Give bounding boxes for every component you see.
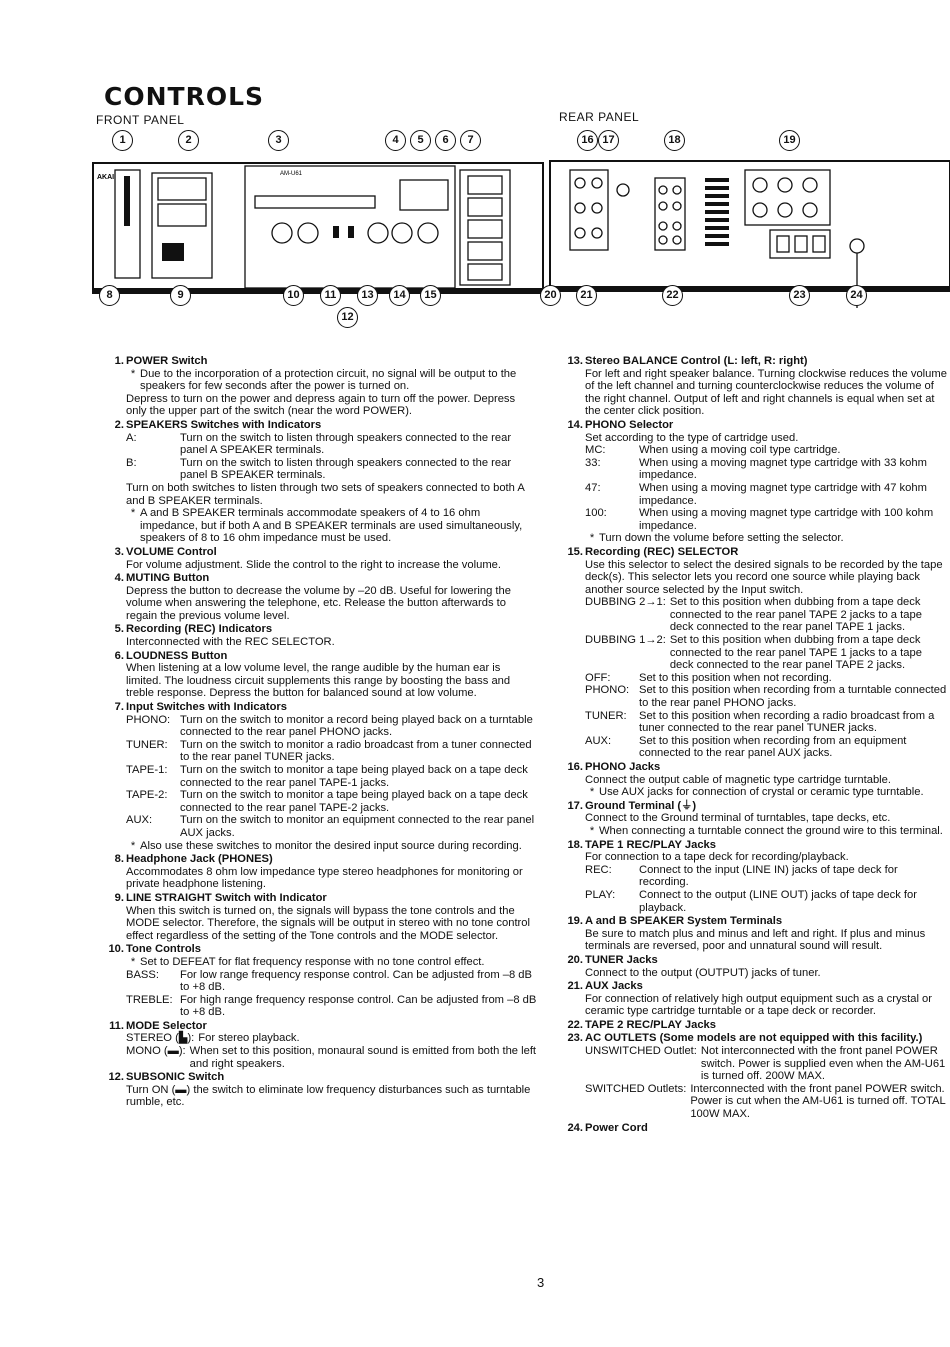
item-note: [126, 956, 538, 969]
note-text: A and B SPEAKER terminals accommodate speakers of 4 to 16 ohm impedance, but if both A and B SPEAKER terminals are used simultaneously, speakers of 8 to 16 ohm impedance must be used.: [140, 507, 523, 545]
sub-label: UNSWITCHED Outlet:: [585, 1045, 697, 1058]
callout-13: 13: [357, 285, 378, 306]
note-text: Set to DEFEAT for flat frequency response with no tone control effect.: [140, 955, 485, 968]
sub-label: TAPE-2:: [126, 789, 168, 802]
sub-text: Set to this position when dubbing from a tape deck connected to the rear panel TAPE 2 jacks to a tape deck connected to the rear panel TAPE 1 jacks.: [669, 596, 922, 634]
sub-item: [126, 714, 538, 739]
bullet-icon: *: [130, 955, 136, 968]
callout-3: 3: [268, 130, 289, 151]
sub-label: PHONO:: [126, 713, 171, 726]
page-title: CONTROLS: [104, 82, 265, 111]
callout-9: 9: [170, 285, 191, 306]
sub-label: DUBBING 1→2:: [585, 634, 666, 647]
item-number: 12.: [108, 1071, 124, 1084]
item-text: Turn on both switches to listen through two sets of speakers connected to both A and B SPEAKER terminals.: [126, 481, 525, 507]
item-number: 3.: [114, 545, 124, 558]
item-number: 24.: [567, 1121, 583, 1134]
front-panel-diagram: [90, 128, 545, 343]
callout-22: 22: [662, 285, 683, 306]
item-heading: Recording (REC) SELECTOR: [585, 545, 739, 558]
item-text: Depress to turn on the power and depress again to turn off the power. Depress only the upper part of the switch (near the word POWER).: [126, 392, 516, 418]
callout-23: 23: [789, 285, 810, 306]
item-heading: Power Cord: [585, 1121, 648, 1134]
sub-label: STEREO (▙):: [126, 1032, 195, 1045]
list-item: [561, 954, 948, 979]
sub-item: [585, 634, 948, 672]
callout-10: 10: [283, 285, 304, 306]
sub-text: For low range frequency response control. Can be adjusted from –8 dB to +8 dB.: [180, 968, 532, 994]
callout-18: 18: [664, 130, 685, 151]
sub-text: Set to this position when recording from a turntable connected to the rear panel PHONO jacks.: [639, 684, 947, 710]
sub-text: Connect to the input (LINE IN) jacks of tape deck for recording.: [639, 863, 898, 889]
list-item: [561, 800, 948, 838]
item-heading: TUNER Jacks: [585, 953, 658, 966]
sub-text: When using a moving magnet type cartridge with 100 kohm impedance.: [639, 507, 934, 532]
list-item: [102, 1020, 538, 1070]
callout-7: 7: [460, 130, 481, 151]
list-item: [561, 839, 948, 915]
rear-panel-label: REAR PANEL: [559, 110, 640, 124]
sub-label: TAPE-1:: [126, 764, 168, 776]
item-text: Connect to the Ground terminal of turntables, tape decks, etc.: [585, 812, 891, 825]
sub-text: Turn on the switch to listen through speakers connected to the rear panel B SPEAKER terminals.: [180, 456, 512, 482]
item-number: 20.: [567, 953, 583, 966]
bullet-icon: *: [130, 839, 136, 852]
item-number: 17.: [567, 799, 583, 812]
sub-item: [126, 1032, 538, 1045]
list-item: [102, 419, 538, 545]
sub-item: [585, 444, 948, 457]
front-panel-body: [93, 163, 543, 293]
item-note: [126, 840, 538, 853]
callout-20: 20: [540, 285, 561, 306]
item-text: Set according to the type of cartridge used.: [585, 431, 799, 444]
item-heading: PHONO Jacks: [585, 761, 661, 773]
item-heading: Stereo BALANCE Control (L: left, R: right): [585, 355, 808, 367]
item-number: 14.: [567, 418, 583, 431]
item-number: 11.: [109, 1019, 124, 1032]
sub-item: [585, 1045, 948, 1083]
list-item: [561, 1032, 948, 1120]
item-heading: LINE STRAIGHT Switch with Indicator: [126, 891, 327, 904]
sub-item: [585, 482, 948, 507]
item-text: For left and right speaker balance. Turning clockwise reduces the volume of the left channel and turning counterclockwise reduces the volume of the right channel. Output of left and right channels is equal when set at the center click position.: [585, 367, 947, 418]
page-number: 3: [537, 1275, 545, 1290]
sub-item: [585, 864, 948, 889]
callout-2: 2: [178, 130, 199, 151]
sub-label: DUBBING 2→1:: [585, 596, 666, 609]
list-item: [102, 701, 538, 852]
item-heading: POWER Switch: [126, 355, 208, 367]
model-label: AM-U61: [280, 171, 303, 177]
item-text: When this switch is turned on, the signals will bypass the tone controls and the MODE selector. Therefore, the signals will be output in stereo with no tone control effect regardless of the setting of the Tone controls and the MODE selector.: [126, 904, 530, 942]
sub-text: Set to this position when recording from an equipment connected to the rear panel AUX jacks.: [639, 734, 907, 760]
list-item: [561, 915, 948, 953]
sub-item: [126, 994, 538, 1019]
sub-label: PLAY:: [585, 888, 616, 901]
bullet-icon: *: [130, 507, 136, 520]
sub-item: [126, 1045, 538, 1070]
bullet-icon: *: [589, 532, 595, 545]
sub-label: MC:: [585, 444, 606, 457]
sub-item: [126, 764, 538, 789]
sub-label: OFF:: [585, 671, 611, 684]
item-note: [126, 368, 538, 393]
sub-text: When set to this position, monaural sound is emitted from both the left and right speakers.: [189, 1045, 537, 1070]
sub-item: [585, 1083, 948, 1121]
list-item: [561, 1019, 948, 1032]
callout-1: 1: [112, 130, 133, 151]
sub-label: 33:: [585, 456, 601, 469]
item-number: 6.: [114, 649, 124, 662]
item-number: 15.: [567, 545, 583, 558]
callout-11: 11: [320, 285, 341, 306]
callout-19: 19: [779, 130, 800, 151]
sub-label: 47:: [585, 481, 601, 494]
sub-item: [585, 672, 948, 685]
item-text: For connection of relatively high output equipment such as a crystal or ceramic type cartridge turntable or a tape deck or recorder.: [585, 992, 932, 1018]
sub-item: [585, 596, 948, 634]
item-text: Accommodates 8 ohm low impedance type stereo headphones for monitoring or private headphone listening.: [126, 865, 523, 891]
callout-17: 17: [598, 130, 619, 151]
item-number: 2.: [114, 418, 124, 431]
item-heading: AUX Jacks: [585, 980, 643, 993]
item-heading: MUTING Button: [126, 572, 210, 585]
sub-label: PHONO:: [585, 684, 630, 697]
sub-label: B:: [126, 456, 137, 469]
list-item: [102, 546, 538, 571]
sub-text: Turn on the switch to monitor a record being played back on a turntable connected to the rear panel PHONO jacks.: [180, 713, 533, 739]
item-heading: TAPE 1 REC/PLAY Jacks: [585, 838, 716, 851]
note-text: When connecting a turntable connect the ground wire to this terminal.: [599, 824, 943, 837]
right-column: [561, 355, 948, 1135]
item-text: When listening at a low volume level, the range audible by the human ear is limited. The loudness circuit supplements this range by boosting the bass and treble response. Depress the button for balanced sound at low volume.: [126, 662, 511, 700]
sub-label: TREBLE:: [126, 993, 173, 1006]
item-heading: SPEAKERS Switches with Indicators: [126, 418, 322, 431]
sub-label: A:: [126, 431, 137, 444]
sub-item: [585, 457, 948, 482]
list-item: [561, 980, 948, 1018]
item-text: Be sure to match plus and minus and left and right. If plus and minus terminals are reversed, poor and unnatural sound will result.: [585, 927, 926, 953]
callout-15: 15: [420, 285, 441, 306]
bullet-icon: *: [130, 367, 136, 380]
sub-item: [585, 735, 948, 760]
rear-panel-body: [550, 161, 950, 291]
item-heading: Ground Terminal (⏚): [585, 799, 697, 812]
list-item: [561, 419, 948, 545]
item-number: 4.: [114, 572, 124, 585]
item-heading: MODE Selector: [126, 1019, 207, 1032]
sub-text: Set to this position when not recording.: [639, 671, 832, 684]
sub-item: [126, 969, 538, 994]
sub-text: Turn on the switch to monitor a tape being played back on a tape deck connected to the rear panel TAPE-1 jacks.: [180, 764, 528, 789]
item-note: [126, 507, 538, 545]
item-number: 22.: [567, 1018, 583, 1031]
item-text: Depress the button to decrease the volume by –20 dB. Useful for lowering the volume when answering the telephone, etc. Release the button afterwards to regain the previous volume level.: [126, 584, 511, 622]
callout-16: 16: [577, 130, 598, 151]
bullet-icon: *: [589, 824, 595, 837]
callout-5: 5: [410, 130, 431, 151]
list-item: [561, 761, 948, 799]
item-text: Turn ON (▬) the switch to eliminate low frequency disturbances such as turntable rumble, etc.: [126, 1083, 531, 1109]
item-number: 21.: [567, 980, 583, 993]
item-text: Connect the output cable of magnetic type cartridge turntable.: [585, 773, 891, 786]
item-number: 8.: [114, 853, 124, 866]
item-heading: Recording (REC) Indicators: [126, 623, 273, 636]
sub-label: MONO (▬):: [126, 1045, 186, 1058]
sub-label: REC:: [585, 863, 612, 876]
item-text: Connect to the output (OUTPUT) jacks of tuner.: [585, 966, 821, 979]
item-heading: A and B SPEAKER System Terminals: [585, 915, 783, 928]
item-heading: PHONO Selector: [585, 418, 674, 431]
callout-14: 14: [389, 285, 410, 306]
sub-item: [126, 457, 538, 482]
sub-text: For stereo playback.: [198, 1032, 300, 1045]
sub-text: Turn on the switch to monitor a tape being played back on a tape deck connected to the rear panel TAPE-2 jacks.: [180, 789, 528, 814]
item-text: For connection to a tape deck for recording/playback.: [585, 851, 849, 864]
callout-12: 12: [337, 307, 358, 328]
item-heading: VOLUME Control: [126, 545, 217, 558]
callout-21: 21: [576, 285, 597, 306]
list-item: [102, 943, 538, 1019]
item-number: 16.: [567, 761, 583, 773]
list-item: [561, 546, 948, 760]
sub-item: [585, 710, 948, 735]
list-item: [102, 853, 538, 891]
sub-text: Turn on the switch to monitor an equipment connected to the rear panel AUX jacks.: [180, 814, 535, 839]
sub-text: When using a moving magnet type cartridge with 47 kohm impedance.: [639, 481, 927, 507]
item-text: Interconnected with the REC SELECTOR.: [126, 636, 335, 649]
sub-label: AUX:: [126, 814, 153, 827]
item-heading: Headphone Jack (PHONES): [126, 853, 273, 866]
item-heading: AC OUTLETS (Some models are not equipped with this facility.): [585, 1032, 923, 1045]
sub-text: Interconnected with the front panel POWER switch. Power is cut when the AM-U61 is turned off. TOTAL 100W MAX.: [690, 1082, 946, 1121]
bullet-icon: *: [589, 786, 595, 799]
list-item: [102, 650, 538, 700]
sub-item: [126, 739, 538, 764]
sub-label: SWITCHED Outlets:: [585, 1082, 687, 1095]
sub-item: [126, 814, 538, 839]
sub-text: Not interconnected with the front panel POWER switch. Power is supplied even when the AM-U61 is turned off. 200W MAX.: [700, 1045, 946, 1083]
item-note: [585, 825, 948, 838]
item-number: 10.: [108, 943, 124, 956]
list-item: [102, 572, 538, 622]
sub-text: For high range frequency response control. Can be adjusted from –8 dB to +8 dB.: [180, 993, 537, 1019]
item-number: 18.: [567, 838, 583, 851]
item-number: 13.: [567, 355, 583, 367]
sub-label: TUNER:: [126, 738, 168, 751]
list-item: [561, 1122, 948, 1135]
sub-text: Set to this position when dubbing from a tape deck connected to the rear panel TAPE 1 jacks to a tape deck connected to the rear panel TAPE 2 jacks.: [669, 634, 922, 672]
list-item: [102, 892, 538, 942]
item-heading: Input Switches with Indicators: [126, 701, 287, 714]
rear-panel-diagram: [545, 128, 950, 343]
sub-label: 100:: [585, 507, 607, 520]
item-note: [585, 786, 948, 799]
list-item: [102, 355, 538, 418]
note-text: Turn down the volume before setting the selector.: [599, 532, 844, 545]
callout-8: 8: [99, 285, 120, 306]
sub-item: [585, 684, 948, 709]
callout-6: 6: [435, 130, 456, 151]
item-text: Use this selector to select the desired signals to be recorded by the tape deck(s). This selector lets you record one source while playing back another source selected by the Input switch.: [585, 558, 943, 596]
item-text: For volume adjustment. Slide the control to the right to increase the volume.: [126, 558, 501, 571]
sub-item: [126, 789, 538, 814]
left-column: [102, 355, 538, 1110]
sub-text: Turn on the switch to monitor a radio broadcast from a tuner connected to the rear panel TUNER jacks.: [180, 738, 532, 764]
sub-label: BASS:: [126, 968, 159, 981]
sub-label: TUNER:: [585, 709, 627, 722]
item-number: 23.: [567, 1032, 583, 1045]
item-heading: Tone Controls: [126, 943, 201, 956]
callout-4: 4: [385, 130, 406, 151]
callout-24: 24: [846, 285, 867, 306]
note-text: Use AUX jacks for connection of crystal or ceramic type turntable.: [599, 786, 924, 799]
list-item: [102, 1071, 538, 1109]
sub-text: Connect to the output (LINE OUT) jacks of tape deck for playback.: [639, 888, 917, 914]
note-text: Due to the incorporation of a protection circuit, no signal will be output to the speakers for few seconds after the power is turned on.: [140, 367, 517, 393]
list-item: [102, 623, 538, 648]
sub-text: When using a moving magnet type cartridge with 33 kohm impedance.: [639, 456, 927, 482]
sub-item: [126, 432, 538, 457]
sub-text: Set to this position when recording a radio broadcast from a tuner connected to the rear panel TUNER jacks.: [639, 709, 935, 735]
sub-item: [585, 889, 948, 914]
item-number: 7.: [114, 701, 124, 714]
item-number: 1.: [114, 355, 124, 367]
note-text: Also use these switches to monitor the desired input source during recording.: [140, 839, 522, 852]
sub-text: Turn on the switch to listen through speakers connected to the rear panel A SPEAKER terminals.: [180, 431, 512, 457]
list-item: [561, 355, 948, 418]
item-heading: TAPE 2 REC/PLAY Jacks: [585, 1018, 716, 1031]
item-heading: SUBSONIC Switch: [126, 1071, 225, 1084]
item-number: 9.: [114, 891, 124, 904]
item-number: 5.: [114, 623, 124, 636]
sub-item: [585, 507, 948, 532]
item-number: 19.: [567, 915, 583, 928]
front-panel-label: FRONT PANEL: [96, 113, 185, 127]
sub-text: When using a moving coil type cartridge.: [639, 444, 841, 457]
sub-label: AUX:: [585, 734, 612, 747]
item-heading: LOUDNESS Button: [126, 649, 228, 662]
brand-label: AKAI: [97, 174, 115, 181]
item-note: [585, 532, 948, 545]
